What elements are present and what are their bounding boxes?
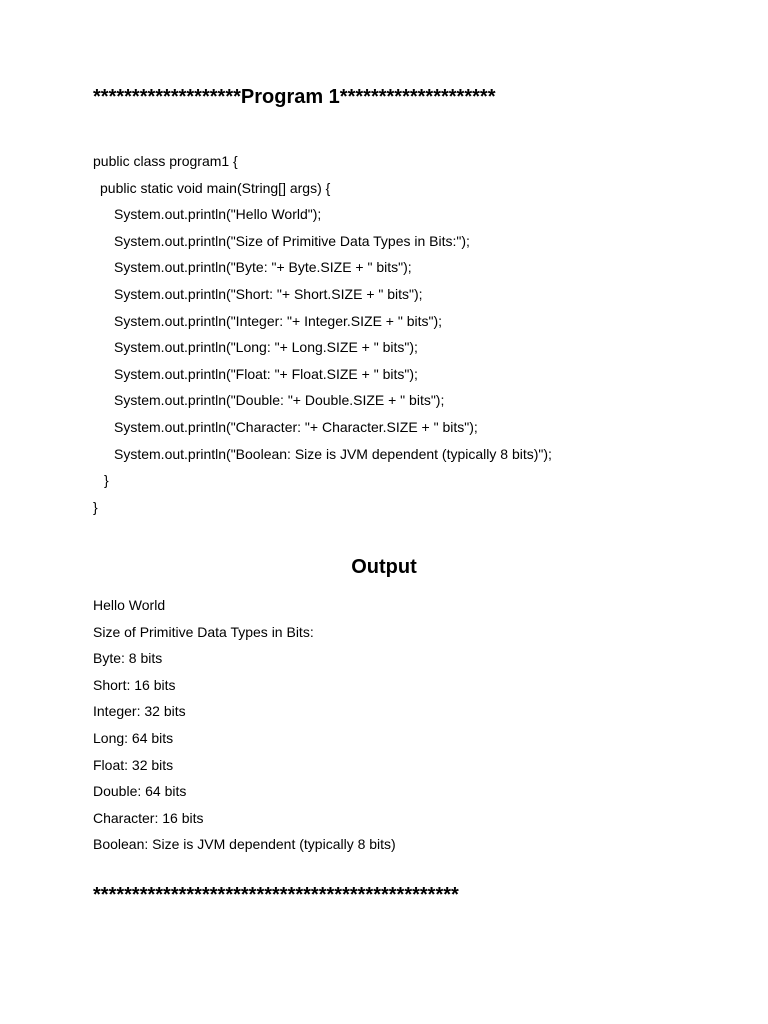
code-line: } bbox=[93, 498, 98, 515]
output-line: Short: 16 bits bbox=[93, 676, 176, 693]
output-line: Size of Primitive Data Types in Bits: bbox=[93, 623, 314, 640]
program-header: *******************Program 1******************** bbox=[93, 86, 496, 108]
output-title: Output bbox=[351, 556, 417, 578]
output-line: Integer: 32 bits bbox=[93, 703, 186, 720]
code-line: System.out.println("Float: "+ Float.SIZE + " bits"); bbox=[114, 365, 418, 382]
code-block bbox=[93, 148, 733, 520]
code-line: System.out.println("Long: "+ Long.SIZE + " bits"); bbox=[114, 339, 418, 356]
code-line: System.out.println("Integer: "+ Integer.SIZE + " bits"); bbox=[114, 312, 443, 329]
output-line: Byte: 8 bits bbox=[93, 650, 163, 667]
code-line: } bbox=[104, 472, 109, 489]
code-line: System.out.println("Short: "+ Short.SIZE + " bits"); bbox=[114, 285, 423, 302]
output-line: Boolean: Size is JVM dependent (typically 8 bits) bbox=[93, 836, 396, 853]
code-line: public class program1 { bbox=[93, 153, 238, 169]
code-line: public static void main(String[] args) { bbox=[100, 179, 331, 196]
code-line: System.out.println("Character: "+ Character.SIZE + " bits"); bbox=[114, 418, 478, 435]
output-block bbox=[93, 592, 713, 858]
output-line: Float: 32 bits bbox=[93, 756, 174, 773]
code-line: System.out.println("Boolean: Size is JVM dependent (typically 8 bits)"); bbox=[114, 445, 552, 462]
output-line: Long: 64 bits bbox=[93, 729, 174, 746]
output-line: Double: 64 bits bbox=[93, 783, 187, 800]
code-line: System.out.println("Byte: "+ Byte.SIZE + " bits"); bbox=[114, 259, 412, 276]
footer-divider: *********************************************** bbox=[93, 884, 459, 906]
output-line: Character: 16 bits bbox=[93, 809, 204, 826]
code-line: System.out.println("Double: "+ Double.SIZE + " bits"); bbox=[114, 392, 445, 409]
code-line: System.out.println("Hello World"); bbox=[114, 206, 322, 223]
code-line: System.out.println("Size of Primitive Data Types in Bits:"); bbox=[114, 232, 470, 249]
output-line: Hello World bbox=[93, 597, 166, 613]
